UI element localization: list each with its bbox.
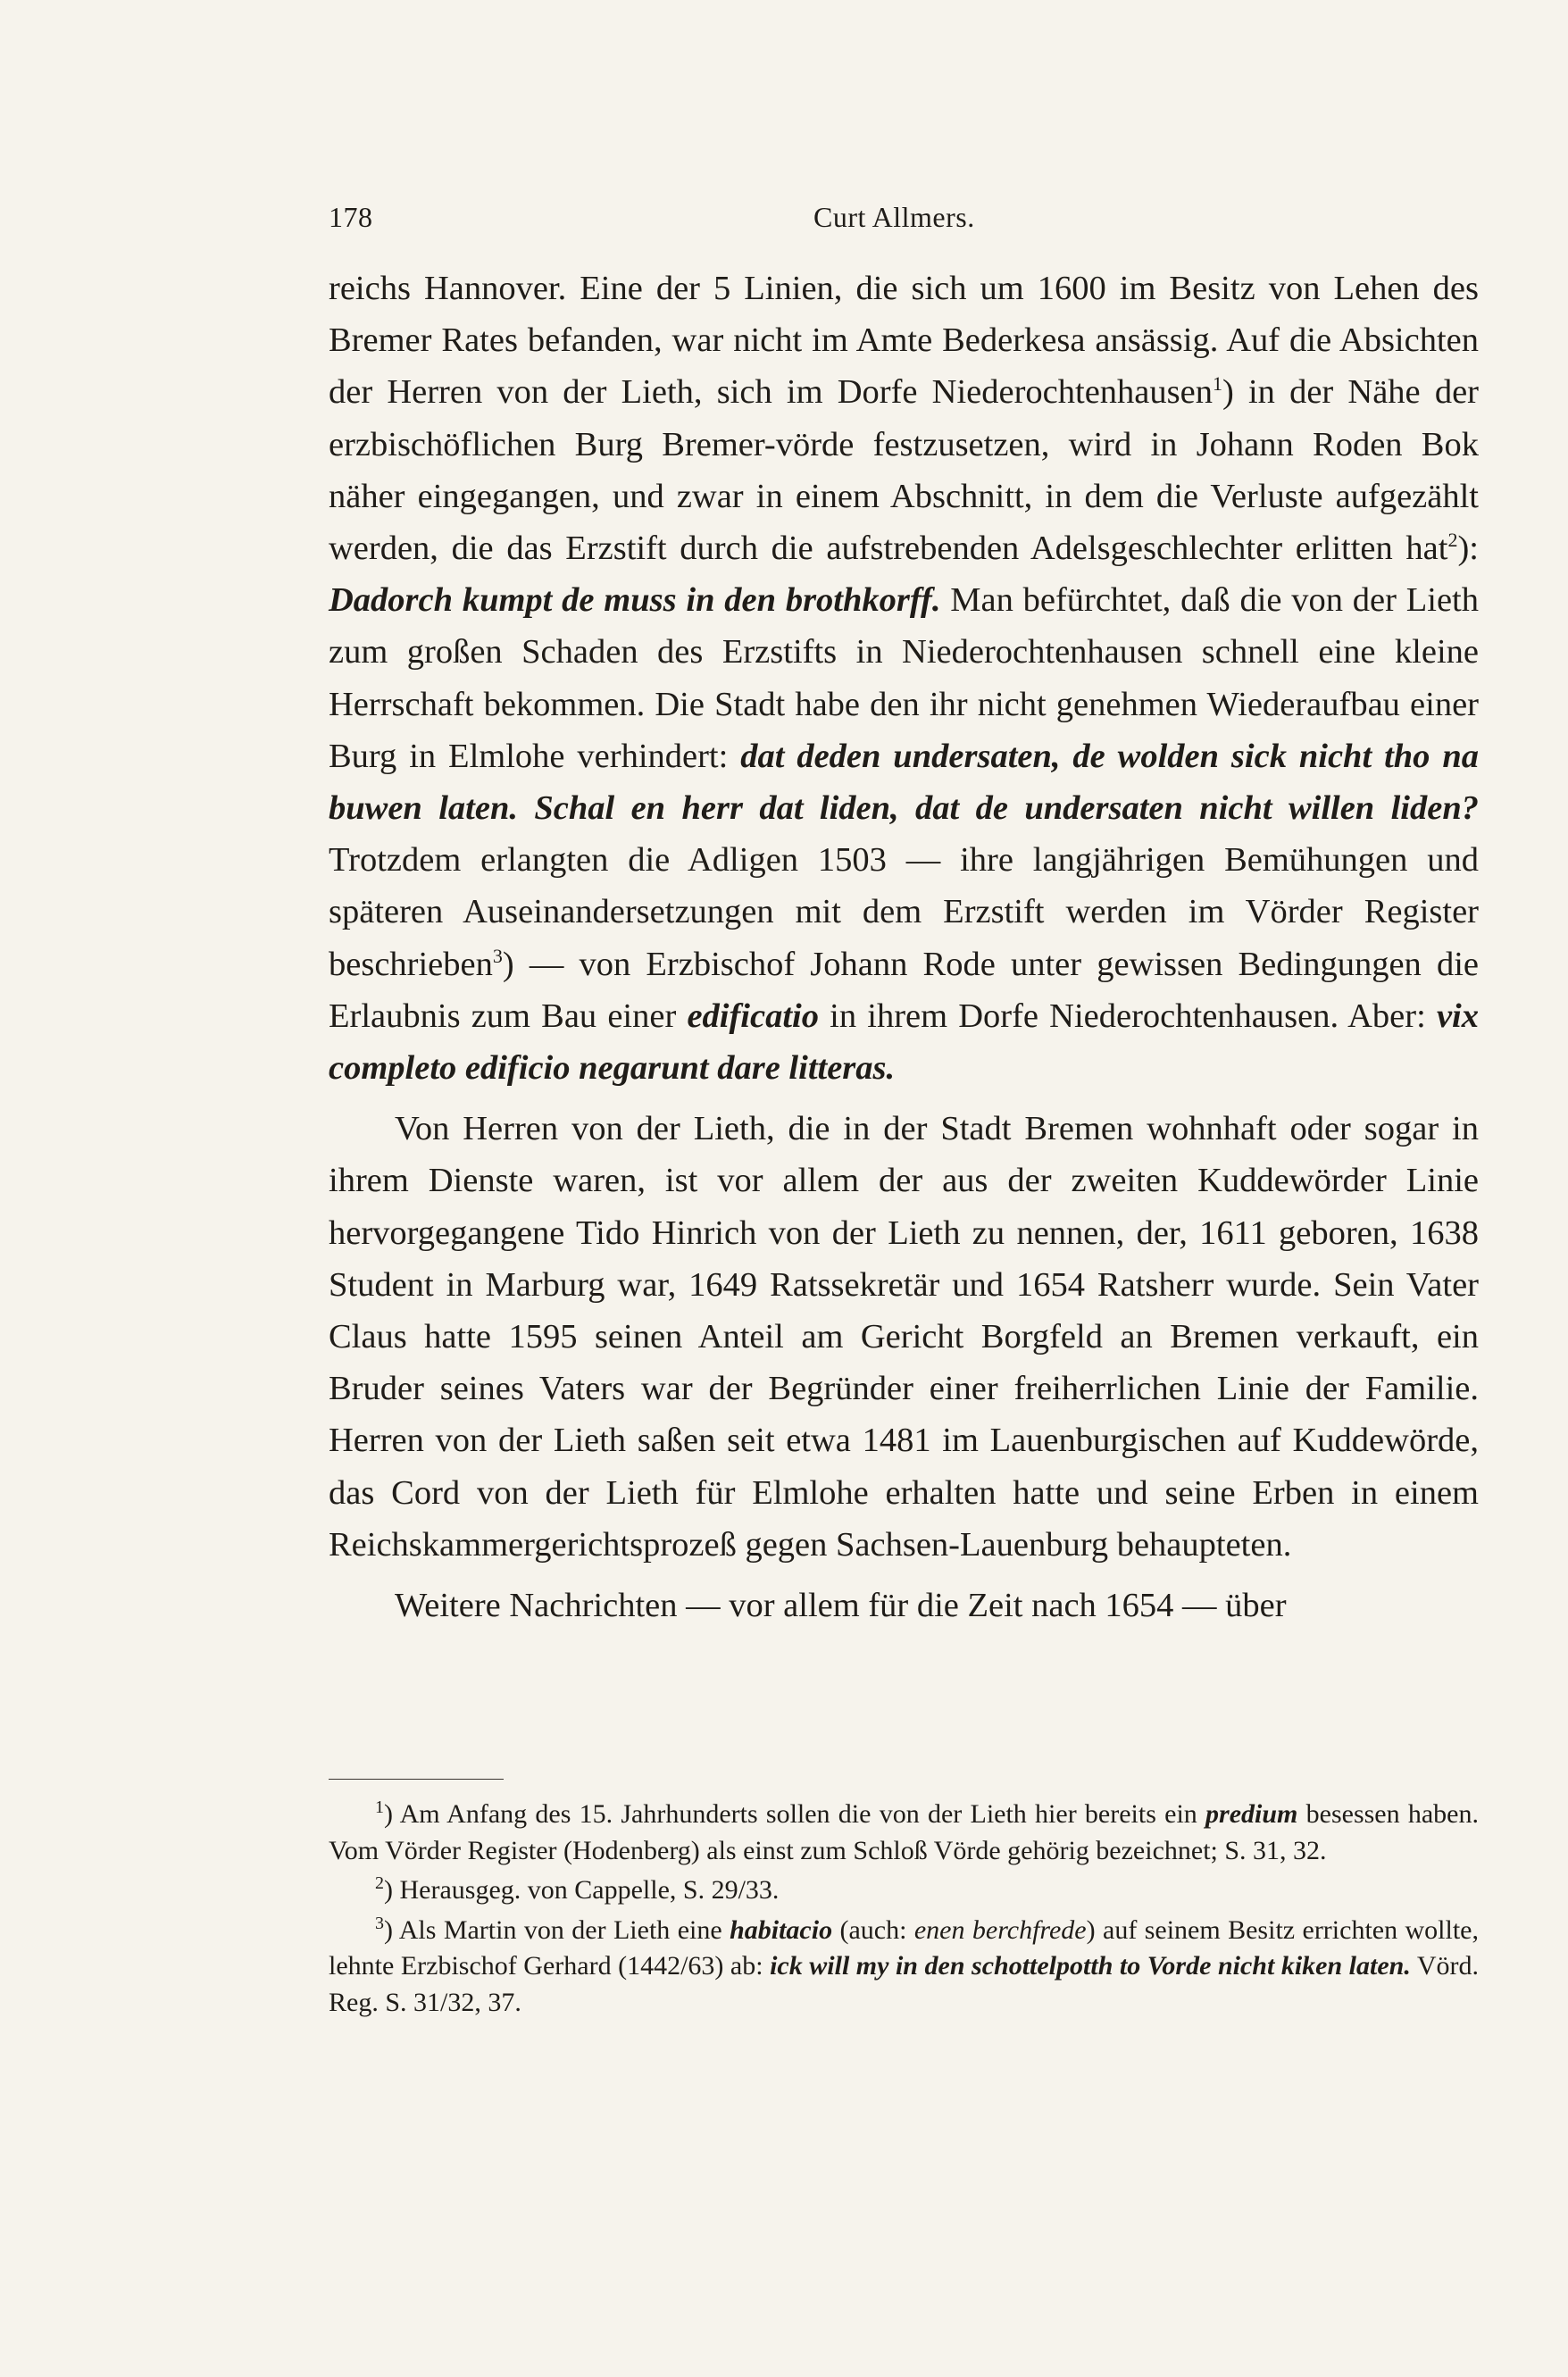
low-german-term: enen berchfrede	[913, 1914, 1087, 1945]
footnote-1	[329, 1797, 1479, 1869]
text-run: ) Als Martin von der Lieth eine	[384, 1914, 730, 1945]
text-run: ) auf seinem Besitz errichten wollte, lehnte Erzbischof Gerhard (1442/63) ab:	[329, 1914, 1479, 1981]
paragraph-2: Von Herren von der Lieth, die in der Stadt Bremen wohnhaft oder sogar in ihrem Dienste waren, ist vor allem der aus der zweiten Kuddewörder Linie hervorgegangene Tido Hinrich von der Lieth zu nennen, der, 1611 geboren, 1638 Student in Marburg war, 1649 Ratssekretär und 1654 Ratsherr wurde. Sein Vater Claus hatte 1595 seinen Anteil am Gericht Borgfeld an Bremen verkauft, ein Bruder seines Vaters war der Begründer einer freiherrlichen Linie der Familie. Herren von der Lieth saßen seit etwa 1481 im Lauenburgischen auf Kuddewörde, das Cord von der Lieth für Elmlohe erhalten hatte und seine Erben in einem Reichskammergerichtsprozeß gegen Sachsen-Lauenburg behaupteten.	[329, 1110, 1479, 1564]
text-run: Vörd. Reg. S. 31/32, 37.	[329, 1951, 1479, 2017]
footnote-ref-3: 3	[492, 944, 503, 967]
latin-term: predium	[1205, 1799, 1298, 1829]
text-run: ) in der Nähe der erzbischöflichen Burg Bremer-vörde festzusetzen, wird in Johann Roden Bok näher eingegangen, und zwar in einem Abschnitt, in dem die Verluste aufgezählt werden, die das Erzstift durch die aufstrebenden Adelsgeschlechter erlitten hat	[329, 373, 1479, 568]
quote-low-german: ick will my in den schottelpotth to Vorde nicht kiken laten.	[770, 1951, 1411, 1981]
footnote-rule	[329, 1779, 504, 1780]
text-run: ) Am Anfang des 15. Jahrhunderts sollen die von der Lieth hier bereits ein	[384, 1799, 1206, 1829]
text-run: ):	[1457, 530, 1479, 568]
paragraph-3: Weitere Nachrichten — vor allem für die Zeit nach 1654 — über	[395, 1587, 1287, 1625]
text-run: reichs Hannover. Eine der 5 Linien, die sich um 1600 im Besitz von Lehen des Bremer Rates befanden, war nicht im Amte Bederkesa ansässig. Auf die Absichten der Herren von der Lieth, sich im Dorfe Niederochtenhausen	[329, 270, 1479, 412]
page-number: 178	[329, 201, 373, 233]
text-run: besessen haben. Vom Vörder Register (Hodenberg) als einst zum Schloß Vörde gehörig bezeichnet; S. 31, 32.	[329, 1799, 1479, 1865]
footnotes	[329, 1797, 1479, 2024]
footnote-mark: 2	[375, 1873, 384, 1893]
text-run: in ihrem Dorfe Niederochtenhausen. Aber:	[819, 997, 1437, 1035]
text-run: Man befürchtet, daß die von der Lieth zum großen Schaden des Erzstifts in Niederochtenhausen schnell eine kleine Herrschaft bekommen. Die Stadt habe den ihr nicht genehmen Wiederaufbau einer Burg in Elmlohe verhindert:	[329, 581, 1479, 775]
quote-low-german: dat deden undersaten, de wolden sick nicht tho na buwen laten. Schal en herr dat liden, dat de undersaten nicht willen liden?	[329, 737, 1479, 828]
text-run: ) Herausgeg. von Cappelle, S. 29/33.	[384, 1875, 780, 1905]
page-header	[329, 201, 1480, 240]
latin-term: edificatio	[687, 997, 819, 1035]
footnote-ref-1: 1	[1212, 372, 1222, 396]
text-run: Trotzdem erlangten die Adligen 1503 — ihre langjährigen Bemühungen und späteren Auseinandersetzungen mit dem Erzstift werden im Vörder Register beschrieben	[329, 841, 1479, 983]
text-run: (auch:	[832, 1914, 914, 1945]
footnote-ref-2: 2	[1447, 529, 1458, 552]
quote-low-german: Dadorch kumpt de muss in den brothkorff.	[329, 581, 941, 620]
footnote-2	[329, 1872, 1479, 1909]
quote-latin: vix completo edificio negarunt dare litteras.	[329, 997, 1479, 1088]
main-text	[329, 263, 1479, 1631]
footnote-mark: 3	[375, 1913, 384, 1933]
latin-term: habitacio	[730, 1914, 833, 1945]
footnote-3	[329, 1913, 1479, 2022]
running-head: Curt Allmers.	[813, 201, 975, 233]
text-run: ) — von Erzbischof Johann Rode unter gewissen Bedingungen die Erlaubnis zum Bau einer	[329, 945, 1479, 1035]
paragraph-1	[329, 263, 1479, 1094]
footnote-mark: 1	[375, 1797, 384, 1817]
